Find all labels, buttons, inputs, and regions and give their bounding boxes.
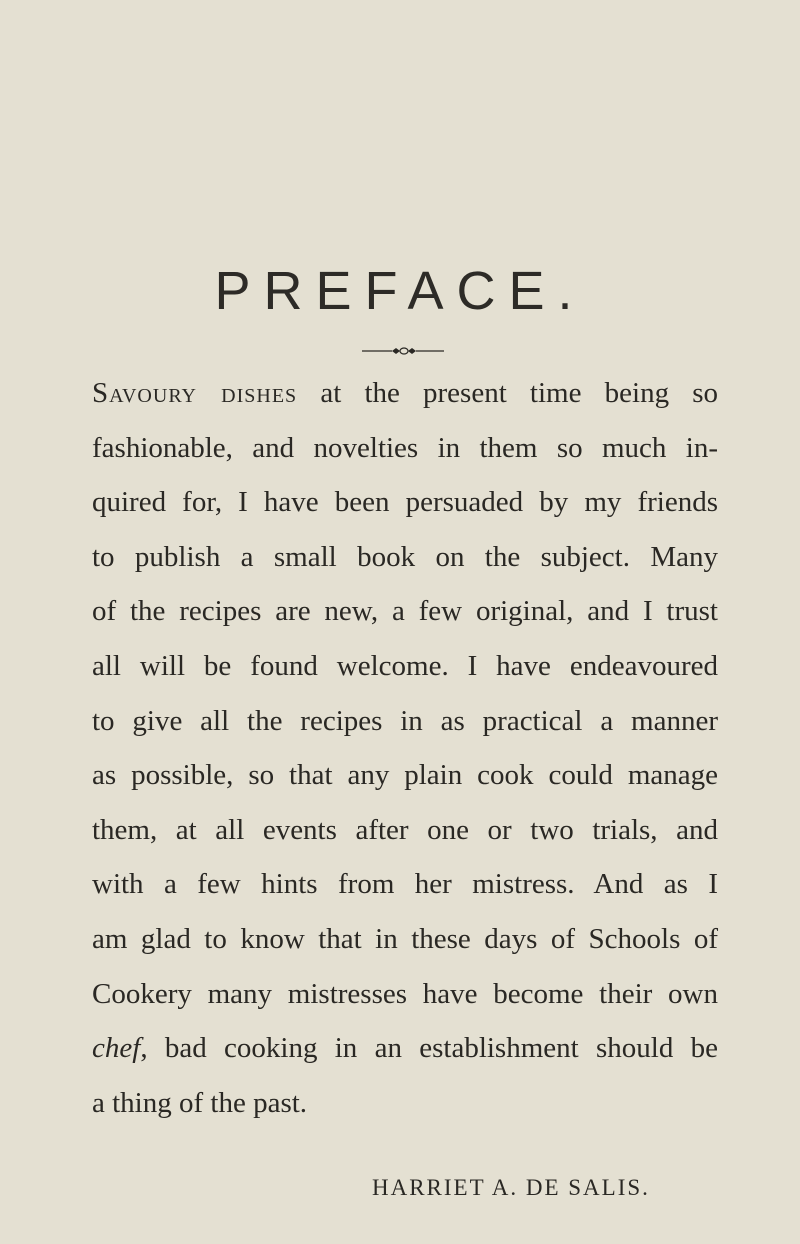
paragraph-line: to publish a small book on the subject. Many xyxy=(92,540,718,573)
paragraph-line: them, at all events after one or two trials, and xyxy=(92,813,718,846)
paragraph-line: Cookery many mistresses have become their own xyxy=(92,977,718,1010)
paragraph-line: am glad to know that in these days of Schools of xyxy=(92,922,718,955)
paragraph-line: all will be found welcome. I have endeavoured xyxy=(92,649,718,682)
small-caps-lead: Savoury dishes xyxy=(92,377,298,409)
author-signature: HARRIET A. DE SALIS. xyxy=(372,1175,650,1200)
paragraph-line: a thing of the past. xyxy=(92,1086,308,1119)
paragraph-line: Savoury dishes at the present time being so xyxy=(92,377,719,409)
preface-paragraph xyxy=(92,366,718,1130)
rule-ornament xyxy=(362,345,444,357)
paragraph-line: as possible, so that any plain cook could manage xyxy=(92,759,718,792)
paragraph-line: of the recipes are new, a few original, and I trust xyxy=(92,595,718,628)
paragraph-line: quired for, I have been persuaded by my friends xyxy=(92,486,718,519)
paragraph-line: chef, bad cooking in an establishment should be xyxy=(92,1032,718,1065)
page-title: PREFACE. xyxy=(214,261,586,321)
italic-word: chef xyxy=(92,1032,141,1065)
paragraph-line: fashionable, and novelties in them so much in- xyxy=(92,431,718,464)
paragraph-line: with a few hints from her mistress. And as I xyxy=(92,868,718,901)
paragraph-line: to give all the recipes in as practical a manner xyxy=(92,704,718,737)
